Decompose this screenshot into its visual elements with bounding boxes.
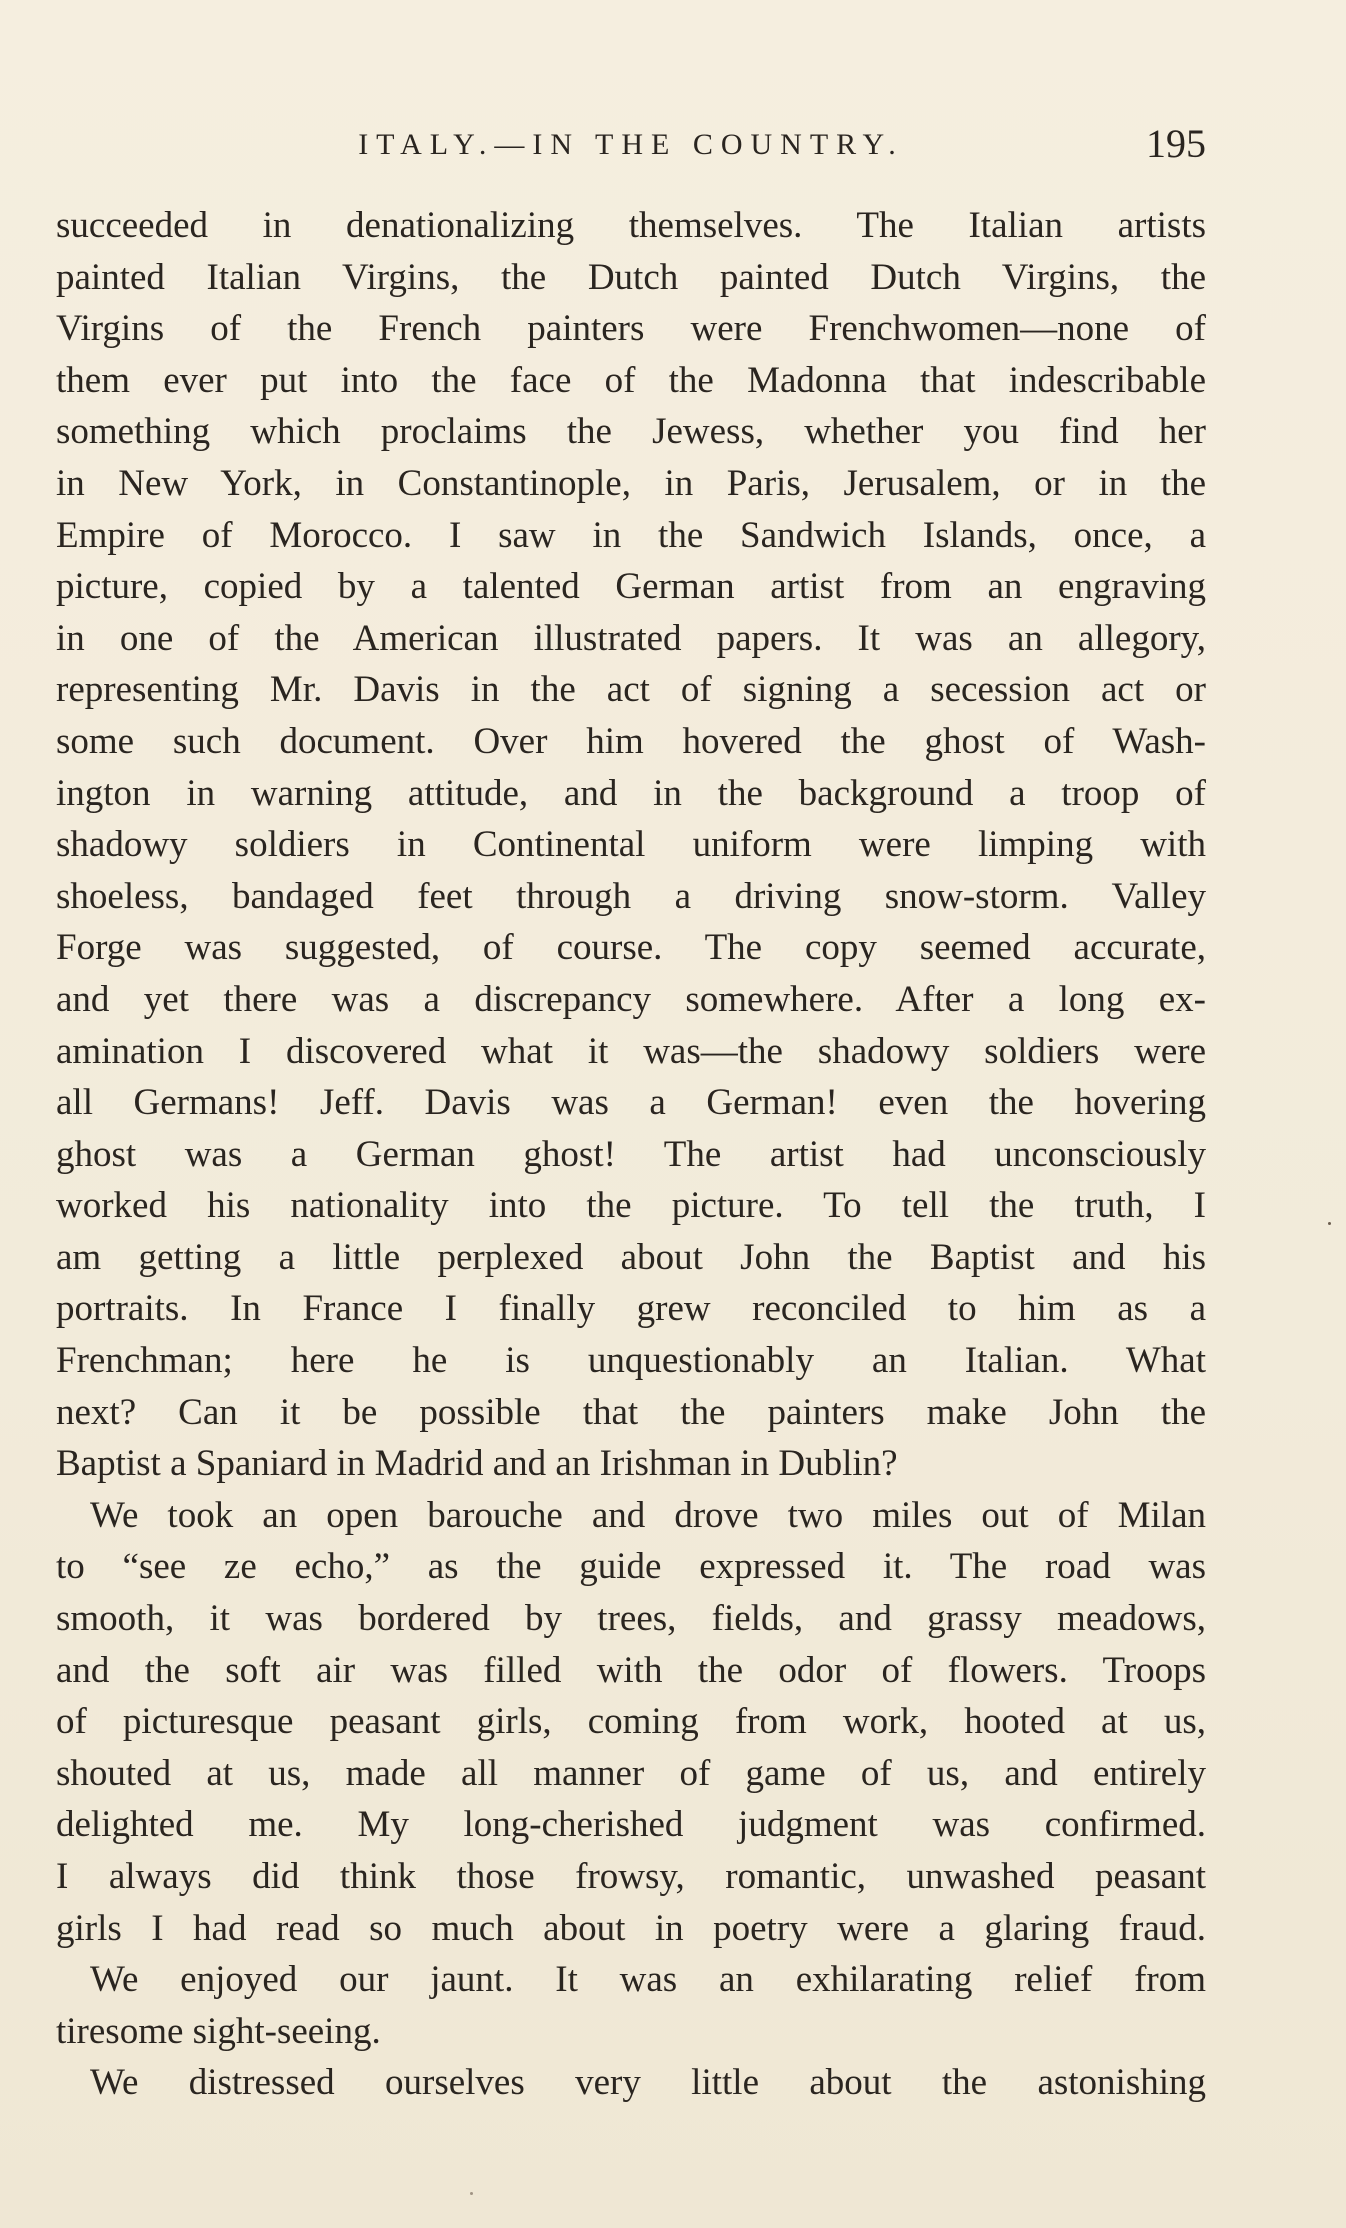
text-line: in New York, in Constantinople, in Paris, Jerusalem, or in the	[56, 462, 1206, 504]
text-line: of picturesque peasant girls, coming from work, hooted at us,	[56, 1701, 1206, 1743]
text-line: ghost was a German ghost! The artist had unconsciously	[56, 1133, 1206, 1175]
text-line: to “see ze echo,” as the guide expressed it. The road was	[56, 1546, 1206, 1588]
paper-speck	[470, 2192, 473, 2195]
text-line: ington in warning attitude, and in the background a troop of	[56, 772, 1206, 814]
text-line: worked his nationality into the picture. To tell the truth, I	[56, 1185, 1206, 1227]
text-line: some such document. Over him hovered the ghost of Wash-	[56, 720, 1206, 762]
text-line: Baptist a Spaniard in Madrid and an Irishman in Dublin?	[56, 1443, 898, 1485]
text-line: smooth, it was bordered by trees, fields, and grassy meadows,	[56, 1598, 1206, 1640]
text-line: painted Italian Virgins, the Dutch painted Dutch Virgins, the	[56, 256, 1206, 298]
text-line: representing Mr. Davis in the act of signing a secession act or	[56, 669, 1206, 711]
text-line: in one of the American illustrated papers. It was an allegory,	[56, 617, 1206, 659]
text-line: portraits. In France I finally grew reconciled to him as a	[56, 1288, 1206, 1330]
text-line: We distressed ourselves very little about the astonishing	[90, 2062, 1206, 2104]
body-text	[56, 200, 1206, 2109]
text-line: all Germans! Jeff. Davis was a German! even the hovering	[56, 1082, 1206, 1124]
text-line: and yet there was a discrepancy somewhere. After a long ex-	[56, 978, 1206, 1020]
text-line: succeeded in denationalizing themselves. The Italian artists	[56, 205, 1206, 246]
text-line: amination I discovered what it was—the shadowy soldiers were	[56, 1030, 1206, 1072]
text-line: shoeless, bandaged feet through a driving snow-storm. Valley	[56, 875, 1206, 917]
text-line: Frenchman; here he is unquestionably an Italian. What	[56, 1340, 1206, 1382]
text-line: Empire of Morocco. I saw in the Sandwich Islands, once, a	[56, 514, 1206, 556]
text-line: am getting a little perplexed about John the Baptist and his	[56, 1236, 1206, 1278]
text-line: We took an open barouche and drove two miles out of Milan	[90, 1494, 1206, 1536]
text-line: tiresome sight-seeing.	[56, 2010, 381, 2052]
text-line: girls I had read so much about in poetry were a glaring fraud.	[56, 1907, 1206, 1949]
running-head	[56, 121, 1206, 178]
text-line: and the soft air was filled with the odor of flowers. Troops	[56, 1649, 1206, 1691]
text-line: We enjoyed our jaunt. It was an exhilarating relief from	[90, 1959, 1206, 2001]
text-line: Virgins of the French painters were Frenchwomen—none of	[56, 308, 1206, 350]
text-line: something which proclaims the Jewess, whether you find her	[56, 411, 1206, 453]
text-line: shadowy soldiers in Continental uniform were limping with	[56, 824, 1206, 866]
text-line: delighted me. My long-cherished judgment was confirmed.	[56, 1804, 1206, 1846]
text-line: Forge was suggested, of course. The copy seemed accurate,	[56, 927, 1206, 969]
text-line: picture, copied by a talented German artist from an engraving	[56, 566, 1206, 608]
page-number: 195	[1146, 121, 1206, 166]
text-line: them ever put into the face of the Madonna that indescribable	[56, 359, 1206, 401]
text-line: shouted at us, made all manner of game of us, and entirely	[56, 1752, 1206, 1794]
text-line: I always did think those frowsy, romantic, unwashed peasant	[56, 1856, 1206, 1897]
paper-speck	[1328, 1222, 1331, 1225]
running-title: ITALY.—IN THE COUNTRY.	[358, 128, 904, 161]
text-line: next? Can it be possible that the painters make John the	[56, 1391, 1206, 1433]
